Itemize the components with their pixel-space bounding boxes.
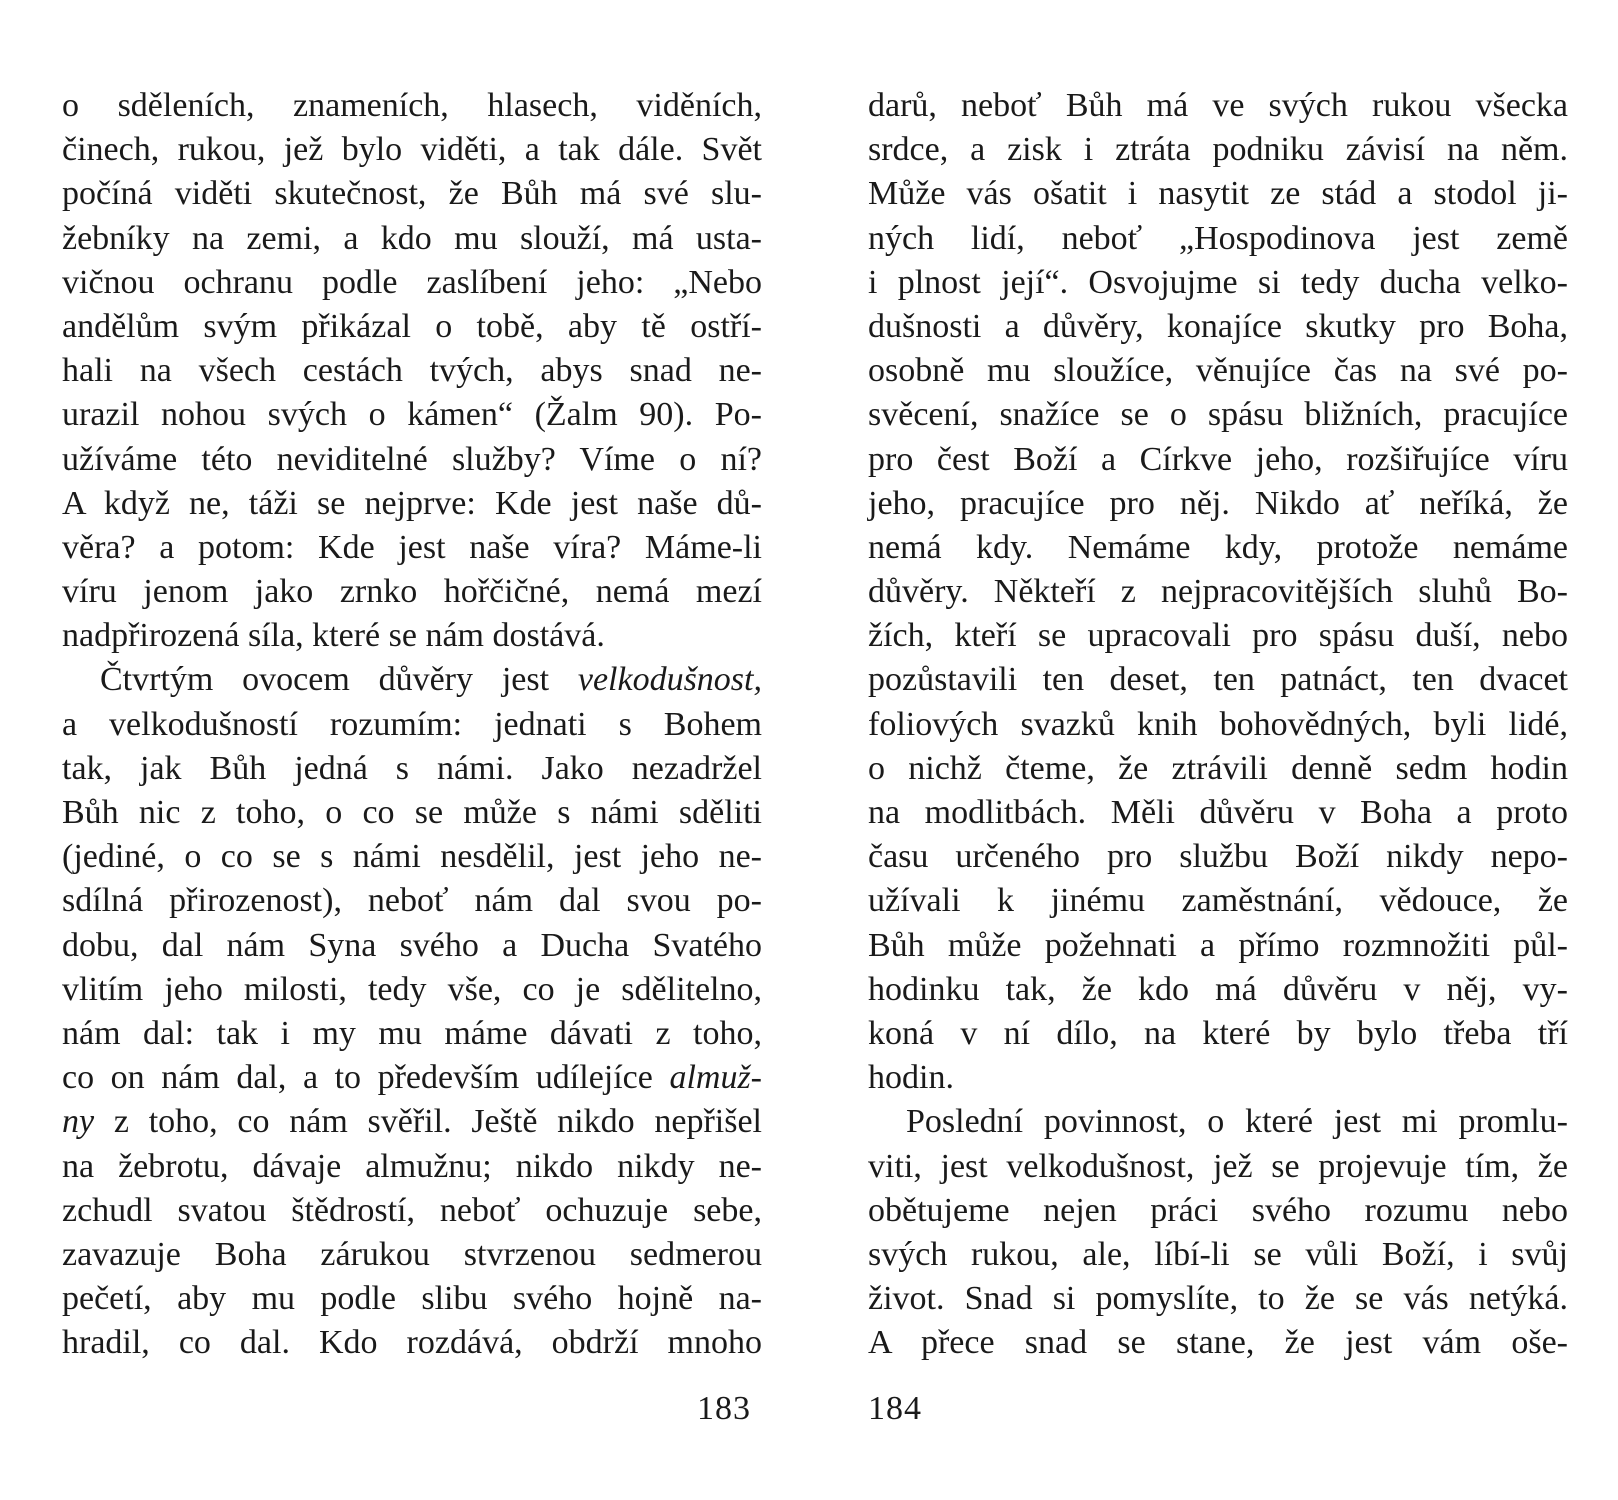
text-segment: Bůh může požehnati a přímo rozmnožiti půl-	[868, 926, 1568, 964]
text-segment: pozůstavili ten deset, ten patnáct, ten dvacet	[868, 661, 1568, 699]
text-segment: hali na všech cestách tvých, abys snad ne-	[62, 352, 762, 390]
text-line	[62, 570, 762, 614]
text-segment: nemá kdy. Nemáme kdy, protože nemáme	[868, 528, 1568, 566]
text-line	[868, 482, 1568, 526]
text-segment: hodinku tak, že kdo má důvěru v něj, vy-	[868, 970, 1568, 1008]
text-segment: na žebrotu, dávaje almužnu; nikdo nikdy ne-	[62, 1147, 762, 1185]
text-line	[868, 968, 1568, 1012]
text-line	[62, 1145, 762, 1189]
text-line	[868, 1189, 1568, 1233]
text-line	[62, 128, 762, 172]
text-segment: život. Snad si pomyslíte, to že se vás netýká.	[868, 1280, 1568, 1318]
text-line	[62, 1100, 762, 1144]
italic-text: almuž-	[669, 1059, 762, 1097]
text-segment: zavazuje Boha zárukou stvrzenou sedmerou	[62, 1235, 762, 1273]
text-line	[62, 438, 762, 482]
text-segment: foliových svazků knih bohovědných, byli lidé,	[868, 705, 1568, 743]
text-line	[868, 128, 1568, 172]
left-page-text	[62, 84, 762, 1365]
text-segment: Může vás ošatit i nasytit ze stád a stodol ji-	[868, 175, 1568, 213]
text-line	[62, 305, 762, 349]
text-line	[868, 924, 1568, 968]
text-line	[868, 658, 1568, 702]
text-line	[868, 1012, 1568, 1056]
text-segment: o nichž čteme, že ztrávili denně sedm hodin	[868, 749, 1568, 787]
text-line	[868, 526, 1568, 570]
right-page-text	[868, 84, 1568, 1365]
text-line	[62, 1321, 762, 1365]
text-segment: andělům svým přikázal o tobě, aby tě ostří-	[62, 307, 762, 345]
text-segment: činech, rukou, jež bylo viděti, a tak dále. Svět	[62, 131, 762, 169]
text-line	[868, 305, 1568, 349]
text-line	[868, 217, 1568, 261]
text-segment: svých rukou, ale, líbí-li se vůli Boží, i svůj	[868, 1235, 1568, 1273]
text-line	[868, 1277, 1568, 1321]
text-line	[62, 614, 762, 658]
text-segment: osobně mu sloužíce, věnujíce čas na své po-	[868, 352, 1568, 390]
text-segment: nadpřirozená síla, které se nám dostává.	[62, 617, 605, 655]
right-page	[809, 0, 1618, 1500]
text-segment: víru jenom jako zrnko hořčičné, nemá mezí	[62, 573, 762, 611]
text-segment: pro čest Boží a Církve jeho, rozšiřujíce víru	[868, 440, 1568, 478]
text-segment: užíváme této neviditelné služby? Víme o ní?	[62, 440, 762, 478]
text-segment: tak, jak Bůh jedná s námi. Jako nezadržel	[62, 749, 762, 787]
text-segment: zchudl svatou štědrostí, neboť ochuzuje sebe,	[62, 1191, 762, 1229]
text-segment: z toho, co nám svěřil. Ještě nikdo nepřišel	[94, 1103, 762, 1141]
text-segment: počíná viděti skutečnost, že Bůh má své slu-	[62, 175, 762, 213]
text-line	[62, 1056, 762, 1100]
text-segment: dobu, dal nám Syna svého a Ducha Svatého	[62, 926, 762, 964]
text-line	[868, 1233, 1568, 1277]
text-line	[868, 393, 1568, 437]
text-segment: vlitím jeho milosti, tedy vše, co je sdělitelno,	[62, 970, 762, 1008]
text-line	[868, 1100, 1568, 1144]
text-line	[868, 570, 1568, 614]
text-line	[62, 84, 762, 128]
right-page-number: 184	[868, 1390, 922, 1427]
text-segment: na modlitbách. Měli důvěru v Boha a proto	[868, 794, 1568, 831]
text-segment: darů, neboť Bůh má ve svých rukou všecka	[868, 87, 1568, 124]
text-line	[868, 261, 1568, 305]
text-line	[62, 791, 762, 835]
text-segment: srdce, a zisk i ztráta podniku závisí na něm.	[868, 131, 1568, 169]
text-line	[868, 879, 1568, 923]
text-segment: koná v ní dílo, na které by bylo třeba tří	[868, 1014, 1568, 1052]
text-line	[868, 349, 1568, 393]
text-line	[62, 482, 762, 526]
text-line	[62, 703, 762, 747]
text-line	[62, 879, 762, 923]
text-line	[62, 835, 762, 879]
text-segment: A přece snad se stane, že jest vám oše-	[868, 1324, 1568, 1362]
text-line	[62, 747, 762, 791]
text-line	[62, 172, 762, 216]
text-line	[868, 438, 1568, 482]
text-segment: žebníky na zemi, a kdo mu slouží, má usta-	[62, 219, 762, 257]
italic-text: velkodušnost,	[577, 661, 762, 699]
text-line	[62, 1277, 762, 1321]
text-line	[868, 1321, 1568, 1365]
italic-text: ny	[62, 1103, 95, 1141]
text-line	[62, 968, 762, 1012]
text-line	[62, 349, 762, 393]
text-segment: hodin.	[868, 1059, 954, 1097]
text-segment: nám dal: tak i my mu máme dávati z toho,	[62, 1014, 762, 1052]
text-line	[868, 703, 1568, 747]
text-segment: jeho, pracujíce pro něj. Nikdo ať neříká, že	[868, 484, 1568, 522]
text-line	[868, 1145, 1568, 1189]
text-segment: co on nám dal, a to především udílejíce	[62, 1059, 670, 1097]
text-segment: viti, jest velkodušnost, jež se projevuje tím, že	[868, 1147, 1568, 1185]
text-line	[868, 614, 1568, 658]
text-segment: ných lidí, neboť „Hospodinova jest země	[868, 219, 1568, 257]
text-segment: hradil, co dal. Kdo rozdává, obdrží mnoho	[62, 1324, 762, 1362]
text-segment: Bůh nic z toho, o co se může s námi sděliti	[62, 794, 762, 831]
text-line	[868, 172, 1568, 216]
text-segment: sdílná přirozenost), neboť nám dal svou po-	[62, 882, 762, 920]
text-segment: i plnost její“. Osvojujme si tedy ducha velko-	[868, 263, 1568, 301]
text-segment: a velkodušností rozumím: jednati s Bohem	[62, 705, 762, 743]
text-line	[868, 835, 1568, 879]
text-segment: dušnosti a důvěry, konajíce skutky pro Boha,	[868, 307, 1568, 345]
text-line	[62, 393, 762, 437]
text-segment: důvěry. Někteří z nejpracovitějších sluhů Bo-	[868, 573, 1568, 611]
text-segment: urazil nohou svých o kámen“ (Žalm 90). Po-	[62, 396, 762, 434]
text-segment: svěcení, snažíce se o spásu bližních, pracujíce	[868, 396, 1568, 434]
text-segment: Čtvrtým ovocem důvěry jest	[100, 661, 578, 699]
text-segment: A když ne, táži se nejprve: Kde jest naše dů-	[62, 484, 762, 522]
text-line	[868, 791, 1568, 835]
text-segment: Poslední povinnost, o které jest mi promlu-	[906, 1103, 1568, 1141]
text-line	[868, 747, 1568, 791]
text-line	[62, 924, 762, 968]
left-page-number: 183	[697, 1390, 751, 1427]
text-line	[62, 1189, 762, 1233]
text-line	[62, 261, 762, 305]
text-line	[868, 84, 1568, 128]
text-line	[62, 1012, 762, 1056]
text-segment: (jediné, o co se s námi nesdělil, jest jeho ne-	[62, 838, 762, 876]
text-segment: věra? a potom: Kde jest naše víra? Máme-li	[62, 528, 762, 566]
text-segment: obětujeme nejen práci svého rozumu nebo	[868, 1191, 1568, 1229]
text-line	[62, 217, 762, 261]
text-line	[62, 1233, 762, 1277]
text-segment: pečetí, aby mu podle slibu svého hojně na-	[62, 1280, 762, 1318]
text-line	[62, 526, 762, 570]
text-segment: užívali k jinému zaměstnání, vědouce, že	[868, 882, 1568, 920]
text-segment: vičnou ochranu podle zaslíbení jeho: „Nebo	[62, 263, 762, 301]
text-line	[868, 1056, 1568, 1100]
text-line	[62, 658, 762, 702]
text-segment: času určeného pro službu Boží nikdy nepo-	[868, 838, 1568, 876]
text-segment: o sděleních, znameních, hlasech, viděních,	[62, 87, 762, 124]
text-segment: žích, kteří se upracovali pro spásu duší, nebo	[868, 617, 1568, 655]
